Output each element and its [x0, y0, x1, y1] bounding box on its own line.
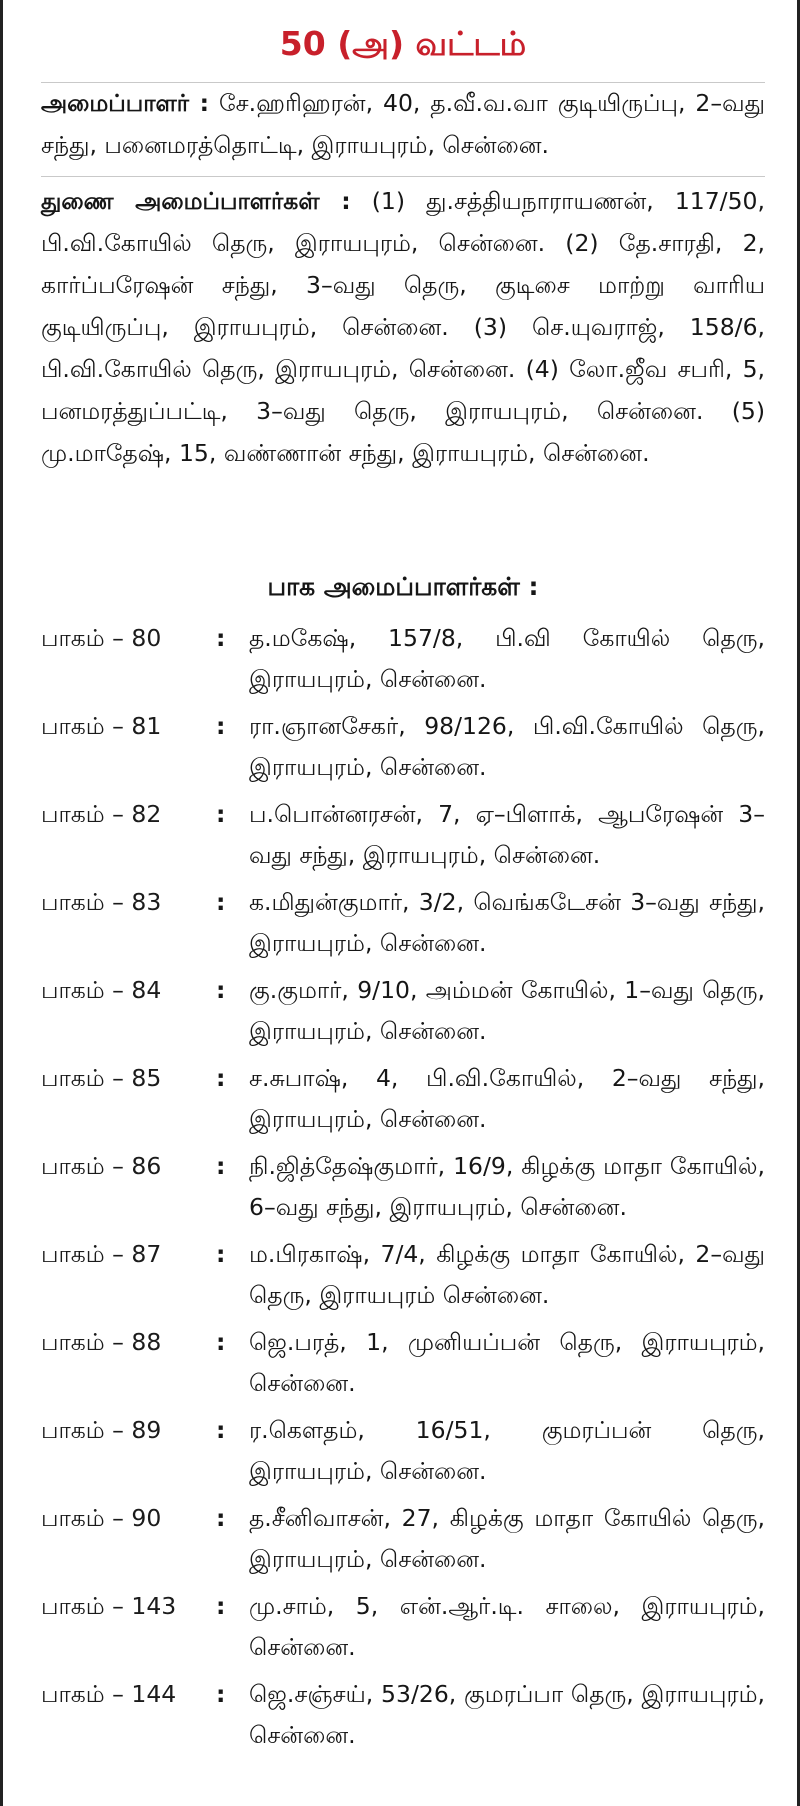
- part-number: பாகம் – 88: [41, 1328, 162, 1356]
- part-number: பாகம் – 83: [41, 888, 162, 916]
- part-number: பாகம் – 86: [41, 1152, 162, 1180]
- list-item: [41, 706, 765, 794]
- organizer-details: ஜெ.பரத், 1, முனியப்பன் தெரு, இராயபுரம், சென்னை.: [249, 1328, 765, 1397]
- list-item: [41, 970, 765, 1058]
- separator-colon: :: [216, 800, 226, 828]
- list-item: [41, 1234, 765, 1322]
- organizer-details: ஜெ.சஞ்சய், 53/26, குமரப்பா தெரு, இராயபுரம், சென்னை.: [249, 1680, 765, 1749]
- list-item: [41, 1146, 765, 1234]
- organizer-details: த.மகேஷ், 157/8, பி.வி கோயில் தெரு, இராயபுரம், சென்னை.: [249, 624, 765, 693]
- organizer-details: கு.குமார், 9/10, அம்மன் கோயில், 1–வது தெரு, இராயபுரம், சென்னை.: [249, 976, 765, 1045]
- organizer-details: ப.பொன்னரசன், 7, ஏ–பிளாக், ஆபரேஷன் 3–வது சந்து, இராயபுரம், சென்னை.: [249, 800, 765, 869]
- part-organizer-list: [41, 618, 765, 1762]
- organizer-details: த.சீனிவாசன், 27, கிழக்கு மாதா கோயில் தெரு, இராயபுரம், சென்னை.: [249, 1504, 765, 1573]
- separator-colon: :: [216, 976, 226, 1004]
- deputy-organizers-label: துணை அமைப்பாளர்கள் :: [41, 187, 351, 215]
- organizer-details: நி.ஜித்தேஷ்குமார், 16/9, கிழக்கு மாதா கோயில், 6–வது சந்து, இராயபுரம், சென்னை.: [249, 1152, 765, 1221]
- organizer-label: அமைப்பாளர் :: [41, 89, 210, 117]
- organizer-details: ரா.ஞானசேகர், 98/126, பி.வி.கோயில் தெரு, இராயபுரம், சென்னை.: [249, 712, 765, 781]
- list-item: [41, 1410, 765, 1498]
- separator-colon: :: [216, 624, 226, 652]
- separator-colon: :: [216, 1328, 226, 1356]
- part-number: பாகம் – 80: [41, 624, 162, 652]
- separator-colon: :: [216, 1592, 226, 1620]
- list-item: [41, 794, 765, 882]
- separator-colon: :: [216, 1064, 226, 1092]
- part-number: பாகம் – 144: [41, 1680, 177, 1708]
- list-item: [41, 882, 765, 970]
- separator-colon: :: [216, 888, 226, 916]
- part-number: பாகம் – 82: [41, 800, 162, 828]
- separator-colon: :: [216, 1240, 226, 1268]
- page-title: 50 (அ) வட்டம்: [279, 24, 527, 63]
- separator-colon: :: [216, 712, 226, 740]
- part-number: பாகம் – 143: [41, 1592, 177, 1620]
- organizer-details: ர.கௌதம், 16/51, குமரப்பன் தெரு, இராயபுரம், சென்னை.: [249, 1416, 765, 1485]
- organizer-block: [41, 82, 765, 166]
- separator-colon: :: [216, 1152, 226, 1180]
- list-item: [41, 1498, 765, 1586]
- part-number: பாகம் – 87: [41, 1240, 162, 1268]
- section-heading: பாக அமைப்பாளர்கள் :: [267, 572, 539, 601]
- list-item: [41, 1586, 765, 1674]
- organizer-text: சே.ஹரிஹரன், 40, த.வீ.வ.வா குடியிருப்பு, 2–வது சந்து, பனைமரத்தொட்டி, இராயபுரம், சென்னை.: [41, 89, 765, 159]
- part-number: பாகம் – 85: [41, 1064, 162, 1092]
- list-item: [41, 1058, 765, 1146]
- part-number: பாகம் – 90: [41, 1504, 162, 1532]
- part-number: பாகம் – 81: [41, 712, 162, 740]
- organizer-details: க.மிதுன்குமார், 3/2, வெங்கடேசன் 3–வது சந்து, இராயபுரம், சென்னை.: [249, 888, 765, 957]
- divider: [41, 176, 765, 177]
- part-number: பாகம் – 84: [41, 976, 162, 1004]
- separator-colon: :: [216, 1680, 226, 1708]
- list-item: [41, 1322, 765, 1410]
- separator-colon: :: [216, 1504, 226, 1532]
- part-number: பாகம் – 89: [41, 1416, 162, 1444]
- deputy-organizers-block: [41, 180, 765, 474]
- list-item: [41, 618, 765, 706]
- deputy-organizers-text: (1) து.சத்தியநாராயணன், 117/50, பி.வி.கோயில் தெரு, இராயபுரம், சென்னை. (2) தே.சாரதி, 2, கார்ப்பரேஷன் சந்து, 3–வது தெரு, குடிசை மாற்று வாரிய குடியிருப்பு, இராயபுரம், சென்னை. (3) செ.யுவராஜ், 158/6, பி.வி.கோயில் தெரு, இராயபுரம், சென்னை. (4) லோ.ஜீவ சபரி, 5, பனமரத்துப்பட்டி, 3–வது தெரு, இராயபுரம், சென்னை. (5) மு.மாதேஷ், 15, வண்ணான் சந்து, இராயபுரம், சென்னை.: [41, 187, 765, 467]
- list-item: [41, 1674, 765, 1762]
- organizer-details: ம.பிரகாஷ், 7/4, கிழக்கு மாதா கோயில், 2–வது தெரு, இராயபுரம் சென்னை.: [249, 1240, 765, 1309]
- separator-colon: :: [216, 1416, 226, 1444]
- organizer-details: மு.சாம், 5, என்.ஆர்.டி. சாலை, இராயபுரம், சென்னை.: [249, 1592, 765, 1661]
- organizer-details: ச.சுபாஷ், 4, பி.வி.கோயில், 2–வது சந்து, இராயபுரம், சென்னை.: [249, 1064, 765, 1133]
